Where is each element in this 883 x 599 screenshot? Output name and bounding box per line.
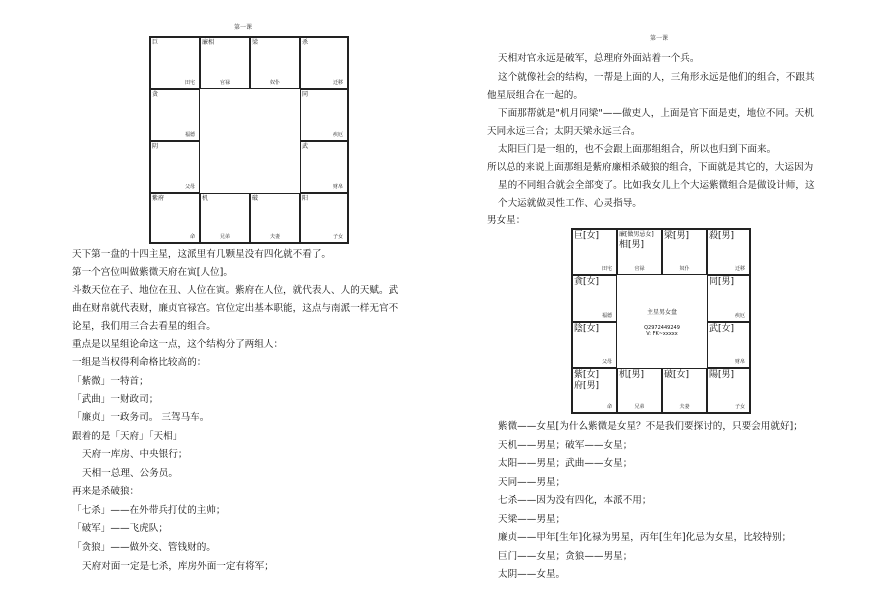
body-line: 斗数天位在子、地位在丑、人位在寅。紫府在人位，就代表人、人的天赋。武: [72, 285, 399, 296]
chart-cell: [707, 275, 750, 322]
body-line: 紫微——女星[为什么紫微是女星？不是我们要探讨的，只要会用就好]；: [498, 421, 803, 432]
chart-cell: [200, 193, 250, 243]
cell-palace: 子女: [734, 404, 745, 410]
right-page-title: 第一课: [650, 35, 669, 42]
body-line: 这个就像社会的结构，一帮是上面的人，三角形永远是他们的组合，不跟其: [498, 72, 815, 83]
cell-palace: 夫妻: [679, 404, 690, 410]
cell-palace: 迁移: [332, 80, 343, 86]
gender-star-chart: [571, 228, 751, 414]
body-line: 跟着的是「天府」「天相」: [72, 431, 183, 442]
cell-palace: 官禄: [219, 80, 230, 86]
cell-star: 贪: [152, 91, 159, 98]
chart-cell: [662, 368, 707, 413]
body-line: 天府一库房、中央银行；: [82, 449, 188, 460]
cell-palace: 父母: [601, 359, 612, 365]
chart-center-title: 主星男女盘: [646, 309, 677, 316]
body-line: 天同——男星；: [498, 477, 566, 488]
body-line: 太阳巨门是一组的，也不会跟上面那组组合，所以也归到下面来。: [498, 144, 777, 155]
body-line: 天机——男星；破军——女星；: [498, 440, 633, 451]
cell-star-2: 府[男]: [574, 381, 600, 391]
cell-palace: 官禄: [634, 266, 645, 272]
cell-star: 殺[男]: [709, 231, 735, 241]
cell-star: 紫[女]: [574, 370, 600, 380]
cell-star: 机[男]: [619, 370, 645, 380]
chart-cell: [250, 37, 300, 89]
cell-star: 貪[女]: [574, 277, 600, 287]
chart-cell: [707, 229, 750, 275]
body-line: 天同永远三合；太阴天梁永远三合。: [487, 126, 641, 137]
body-line: 巨门——女星；贪狼——男星；: [498, 551, 633, 562]
body-line: 天相对官永远是破军，总理府外面站着一个兵。: [498, 53, 700, 64]
cell-star: 同: [302, 91, 309, 98]
body-line: 所以总的来说上面那组是紫府廉相杀破狼的组合，下面就是其它的，大运因为: [487, 162, 814, 173]
chart-cell: [300, 141, 348, 193]
cell-palace: 福德: [184, 132, 195, 138]
left-page: [0, 0, 441, 599]
cell-palace: 父母: [184, 184, 195, 190]
body-line: 天梁——男星；: [498, 514, 566, 525]
chart-cell: [300, 193, 348, 243]
right-page: [441, 0, 883, 599]
left-star-chart: [149, 36, 349, 244]
body-line: 太阴——女星。: [498, 569, 566, 580]
cell-star-2: 相[男]: [619, 240, 645, 250]
cell-star: 廉[做男忌女]: [619, 231, 654, 238]
body-line: 「廉贞」一政务司。 三驾马车。: [72, 412, 210, 423]
body-line: 「贪狼」——做外交、管钱财的。: [72, 542, 216, 553]
cell-palace: 兄弟: [634, 404, 645, 410]
body-line: 一组是当权得利命格比较高的：: [72, 357, 207, 368]
cell-palace: 田宅: [184, 80, 195, 86]
chart-cell: [150, 37, 200, 89]
body-line: 太阳——男星；武曲——女星；: [498, 458, 633, 469]
chart-cell: [572, 368, 617, 413]
cell-palace: 夫妻: [269, 234, 280, 240]
cell-star: 阴: [152, 143, 159, 150]
body-line: 「破军」——飞虎队；: [72, 523, 168, 534]
cell-palace: 疾厄: [734, 313, 745, 319]
cell-star: 巨[女]: [574, 231, 600, 241]
cell-palace: 命: [189, 234, 195, 240]
chart-cell: [572, 275, 617, 322]
body-line: 天下第一盘的十四主星，这派里有几颗星没有四化就不看了。: [72, 249, 332, 260]
cell-star: 廉相: [202, 39, 215, 46]
body-line: 第一个宫位叫做紫微天府在寅[人位]。: [72, 267, 233, 278]
chart-center: [617, 309, 707, 337]
body-line: 「七杀」——在外带兵打仗的主帅；: [72, 505, 226, 516]
cell-star: 同[男]: [709, 277, 735, 287]
body-line: 天相一总理、公务员。: [82, 468, 178, 479]
cell-palace: 迁移: [734, 266, 745, 272]
cell-palace: 子女: [332, 234, 343, 240]
chart-center-line2: V: FK~xxxxx: [646, 331, 678, 337]
cell-star: 武[女]: [709, 324, 735, 334]
cell-palace: 财帛: [332, 184, 343, 190]
chart-cell: [572, 229, 617, 275]
body-line: 天府对面一定是七杀，库房外面一定有将军；: [82, 561, 274, 572]
chart-cell: [200, 37, 250, 89]
cell-star: 机: [202, 195, 209, 202]
body-line: 男女星：: [487, 215, 526, 226]
body-line: 个大运就做灵性工作、心灵指导。: [498, 198, 642, 209]
chart-cell: [617, 368, 662, 413]
cell-star: 陰[女]: [574, 324, 600, 334]
cell-palace: 奴仆: [679, 266, 690, 272]
chart-cell: [300, 37, 348, 89]
chart-cell: [617, 229, 662, 275]
body-line: 曲在财帛就代表财，廉贞官禄宫。官位定出基本职能，这点与南派一样无官不: [72, 303, 399, 314]
cell-palace: 福德: [601, 313, 612, 319]
cell-palace: 兄弟: [219, 234, 230, 240]
cell-star: 梁[男]: [664, 231, 690, 241]
body-line: 他星辰组合在一起的。: [487, 90, 583, 101]
cell-star: 巨: [152, 39, 159, 46]
chart-cell: [150, 193, 200, 243]
left-page-title: 第一课: [234, 24, 253, 31]
chart-cell: [150, 141, 200, 193]
body-line: 下面那帮就是"机月同梁"——做吏人，上面是官下面是吏，地位不同。天机: [498, 108, 814, 119]
body-line: 廉贞——甲年[生年]化禄为男星，丙年[生年]化忌为女星，比较特别；: [498, 532, 792, 543]
chart-cell: [150, 89, 200, 141]
cell-star: 陽[男]: [709, 370, 735, 380]
cell-star: 阳: [302, 195, 309, 202]
chart-cell: [250, 193, 300, 243]
cell-palace: 田宅: [601, 266, 612, 272]
body-line: 「武曲」一财政司；: [72, 394, 159, 405]
cell-star: 梁: [252, 39, 259, 46]
body-line: 「紫微」一特首；: [72, 376, 149, 387]
cell-palace: 财帛: [734, 359, 745, 365]
chart-cell: [707, 368, 750, 413]
body-line: 七杀——因为没有四化，本派不用；: [498, 495, 652, 506]
cell-star: 破[女]: [664, 370, 690, 380]
cell-star: 紫府: [152, 195, 165, 202]
body-line: 星的不同组合就会全部变了。比如我女儿上个大运紫微组合是做设计师，这: [498, 180, 815, 191]
cell-palace: 命: [606, 404, 612, 410]
cell-palace: 疾厄: [332, 132, 343, 138]
body-line: 论星，我们用三合去看星的组合。: [72, 321, 216, 332]
cell-star: 杀: [302, 39, 309, 46]
body-line: 重点是以星组论命这一点，这个结构分了两组人：: [72, 339, 284, 350]
cell-palace: 奴仆: [269, 80, 280, 86]
chart-cell: [300, 89, 348, 141]
chart-cell: [662, 229, 707, 275]
chart-center-line1: Q2972449249: [644, 325, 680, 331]
chart-cell: [707, 322, 750, 368]
cell-star: 破: [252, 195, 259, 202]
cell-star: 武: [302, 143, 309, 150]
body-line: 再来是杀破狼：: [72, 486, 140, 497]
chart-cell: [572, 322, 617, 368]
